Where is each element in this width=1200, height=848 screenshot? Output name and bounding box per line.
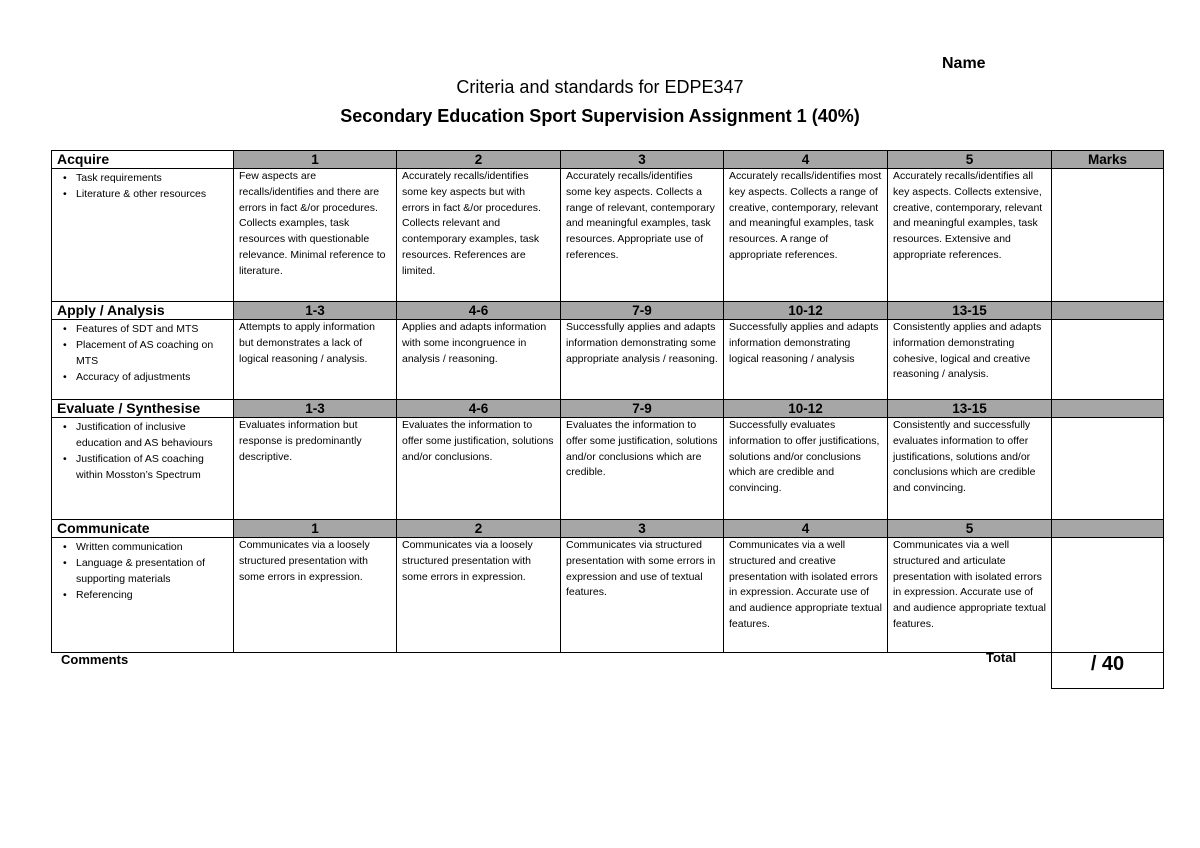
level-header: 4 [724,151,888,169]
level-header: 1 [234,520,397,538]
criterion-header-row [52,400,1164,418]
level-header: 1 [234,151,397,169]
level-descriptor: Communicates via structured presentation with some errors in expression and use of textual features. [561,538,724,653]
level-descriptor: Successfully applies and adapts information demonstrating logical reasoning / analysis [724,320,888,400]
criterion-body-row [52,169,1164,302]
level-descriptor: Communicates via a well structured and articulate presentation with isolated errors in expression. Accurate use of and audience appropriate textual features. [888,538,1052,653]
level-header: 10-12 [724,302,888,320]
criterion-items [52,169,234,302]
marks-header-blank [1052,302,1164,320]
marks-entry-cell[interactable] [1052,169,1164,302]
level-descriptor: Evaluates the information to offer some justification, solutions and/or conclusions which are credible. [561,418,724,520]
criterion-body-row [52,320,1164,400]
criterion-items [52,320,234,400]
criterion-item: • Written communication [66,539,228,555]
criterion-items [52,418,234,520]
level-descriptor: Communicates via a loosely structured presentation with some errors in expression. [234,538,397,653]
criterion-item: • Placement of AS coaching on MTS [66,337,228,369]
total-label: Total [986,650,1017,665]
criterion-title: Communicate [52,520,234,538]
criterion-body-row [52,538,1164,653]
level-header: 5 [888,520,1052,538]
level-header: 7-9 [561,400,724,418]
criterion-header-row [52,302,1164,320]
criterion-title: Apply / Analysis [52,302,234,320]
level-header: 13-15 [888,400,1052,418]
level-descriptor: Attempts to apply information but demonstrates a lack of logical reasoning / analysis. [234,320,397,400]
marks-header-blank [1052,520,1164,538]
criterion-item: • Justification of AS coaching within Mosston’s Spectrum [66,451,228,483]
marks-header-blank [1052,400,1164,418]
criterion-body-row [52,418,1164,520]
level-header: 1-3 [234,302,397,320]
level-descriptor: Evaluates the information to offer some justification, solutions and/or conclusions. [397,418,561,520]
footer-row [51,649,1163,689]
page-title: Criteria and standards for EDPE347 [456,77,744,97]
total-score-box[interactable]: / 40 [1051,649,1164,689]
criterion-item: • Literature & other resources [66,186,228,202]
level-header: 2 [397,520,561,538]
level-descriptor: Accurately recalls/identifies most key aspects. Collects a range of creative, contemporary, relevant and meaningful examples, task resources. A range of appropriate references. [724,169,888,302]
criterion-item: • Language & presentation of supporting materials [66,555,228,587]
level-header: 7-9 [561,302,724,320]
marks-header: Marks [1052,151,1164,169]
criterion-item-list [57,170,228,202]
name-label: Name [942,55,986,72]
rubric-table [51,150,1164,653]
criterion-items [52,538,234,653]
level-descriptor: Accurately recalls/identifies all key aspects. Collects extensive, creative, contemporary, relevant and meaningful examples, task resources. Extensive and appropriate references. [888,169,1052,302]
criterion-header-row [52,151,1164,169]
level-descriptor: Evaluates information but response is predominantly descriptive. [234,418,397,520]
level-descriptor: Consistently and successfully evaluates information to offer justifications, solutions and/or conclusions which are credible and convincing. [888,418,1052,520]
level-descriptor: Communicates via a loosely structured presentation with some errors in expression. [397,538,561,653]
level-header: 10-12 [724,400,888,418]
marks-entry-cell[interactable] [1052,320,1164,400]
level-descriptor: Successfully applies and adapts information demonstrating some appropriate analysis / reasoning. [561,320,724,400]
marks-entry-cell[interactable] [1052,538,1164,653]
criterion-item: • Referencing [66,587,228,603]
criterion-item: • Task requirements [66,170,228,186]
level-header: 4-6 [397,302,561,320]
criterion-item-list [57,419,228,483]
criterion-item: • Accuracy of adjustments [66,369,228,385]
criterion-title: Acquire [52,151,234,169]
criterion-item-list [57,539,228,603]
comments-label: Comments [61,652,129,667]
marks-entry-cell[interactable] [1052,418,1164,520]
level-header: 3 [561,151,724,169]
level-descriptor: Applies and adapts information with some incongruence in analysis / reasoning. [397,320,561,400]
criterion-item: • Features of SDT and MTS [66,321,228,337]
level-header: 13-15 [888,302,1052,320]
criterion-item-list [57,321,228,385]
level-descriptor: Successfully evaluates information to offer justifications, solutions and/or conclusions which are credible and convincing. [724,418,888,520]
level-header: 1-3 [234,400,397,418]
level-header: 4 [724,520,888,538]
level-header: 2 [397,151,561,169]
level-header: 5 [888,151,1052,169]
criterion-header-row [52,520,1164,538]
page-subtitle: Secondary Education Sport Supervision Assignment 1 (40%) [340,106,860,126]
level-header: 4-6 [397,400,561,418]
level-header: 3 [561,520,724,538]
level-descriptor: Communicates via a well structured and creative presentation with isolated errors in expression. Accurate use of and audience appropriate textual features. [724,538,888,653]
level-descriptor: Accurately recalls/identifies some key aspects but with errors in fact &/or procedures. Collects relevant and contemporary examples, task resources. References are limited. [397,169,561,302]
criterion-title: Evaluate / Synthesise [52,400,234,418]
level-descriptor: Few aspects are recalls/identifies and there are errors in fact &/or procedures. Collects examples, task resources with questionable relevance. Minimal reference to literature. [234,169,397,302]
level-descriptor: Consistently applies and adapts information demonstrating cohesive, logical and creative reasoning / analysis. [888,320,1052,400]
criterion-item: • Justification of inclusive education and AS behaviours [66,419,228,451]
level-descriptor: Accurately recalls/identifies some key aspects. Collects a range of relevant, contemporary and meaningful examples, task resources. Appropriate use of references. [561,169,724,302]
